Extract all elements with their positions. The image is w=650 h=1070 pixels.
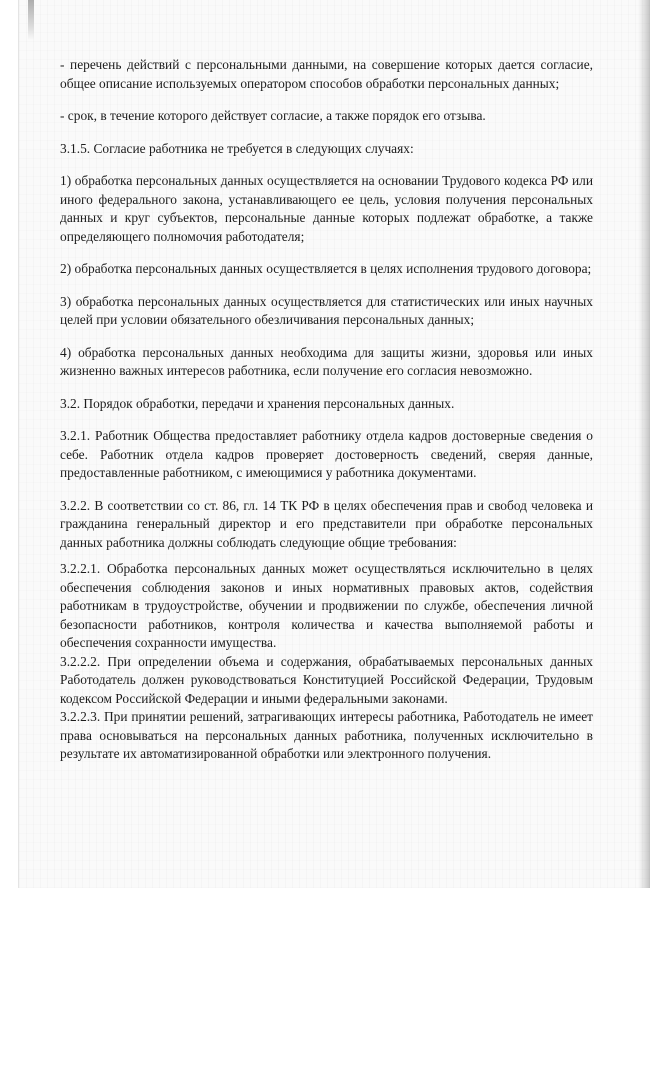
section-3-2-heading: 3.2. Порядок обработки, передачи и хранения персональных данных. xyxy=(60,395,455,411)
paragraph-3-2-2-2: 3.2.2.2. При определении объема и содержания, обрабатываемых персональных данных Работодатель должен руководствоваться Конституцией Российской Федерации, Трудовым кодексом Российской Федерации и иными федеральными законами. xyxy=(60,653,593,706)
paragraph-list-item-actions: - перечень действий с персональными данными, на совершение которых дается согласие, общее описание используемых оператором способов обработки персональных данных; xyxy=(60,57,593,91)
paragraph-case-4: 4) обработка персональных данных необходима для защиты жизни, здоровья или иных жизненно важных интересов работника, если получение его согласия невозможно. xyxy=(60,344,593,378)
paragraph-3-2-2-3: 3.2.2.3. При принятии решений, затрагивающих интересы работника, Работодатель не имеет права основываться на персональных данных работника, полученных исключительно в результате их автоматизированной обработки или электронного получения. xyxy=(60,709,593,761)
paragraph-case-3: 3) обработка персональных данных осуществляется для статистических или иных научных целей при условии обязательного обезличивания персональных данных; xyxy=(60,293,593,327)
scan-shadow-right xyxy=(638,0,650,888)
paragraph-3-2-1: 3.2.1. Работник Общества предоставляет работнику отдела кадров достоверные сведения о себе. Работник отдела кадров проверяет достоверность сведений, сверяя данные, предоставленные работником, с имеющимися у работника документами. xyxy=(60,428,593,480)
paragraph-3-2-2-1: 3.2.2.1. Обработка персональных данных может осуществляться исключительно в целях обеспечения соблюдения законов и иных нормативных правовых актов, содействия работникам в трудоустройстве, обучении и продвижении по службе, обеспечения личной безопасности работников, контроля количества и качества выполняемой работы и обеспечения сохранности имущества. xyxy=(60,561,593,650)
section-3-1-5-heading: 3.1.5. Согласие работника не требуется в следующих случаях: xyxy=(60,140,414,156)
paragraph-3-2-2: 3.2.2. В соответствии со ст. 86, гл. 14 ТК РФ в целях обеспечения прав и свобод человека и гражданина генеральный директор и его представители при обработке персональных данных работника должны соблюдать следующие общие требования: xyxy=(60,497,593,550)
document-body xyxy=(60,56,593,764)
paragraph-case-2: 2) обработка персональных данных осуществляется в целях исполнения трудового договора; xyxy=(60,261,592,276)
paragraph-list-item-term: - срок, в течение которого действует согласие, а также порядок его отзыва. xyxy=(60,108,486,123)
scan-shadow-left xyxy=(28,0,34,40)
paragraph-case-1: 1) обработка персональных данных осуществляется на основании Трудового кодекса РФ или иного федерального закона, устанавливающего ее цель, условия получения персональных данных и круг субъектов, персональные данные которых подлежат обработке, а также определяющего полномочия работодателя; xyxy=(60,173,593,244)
